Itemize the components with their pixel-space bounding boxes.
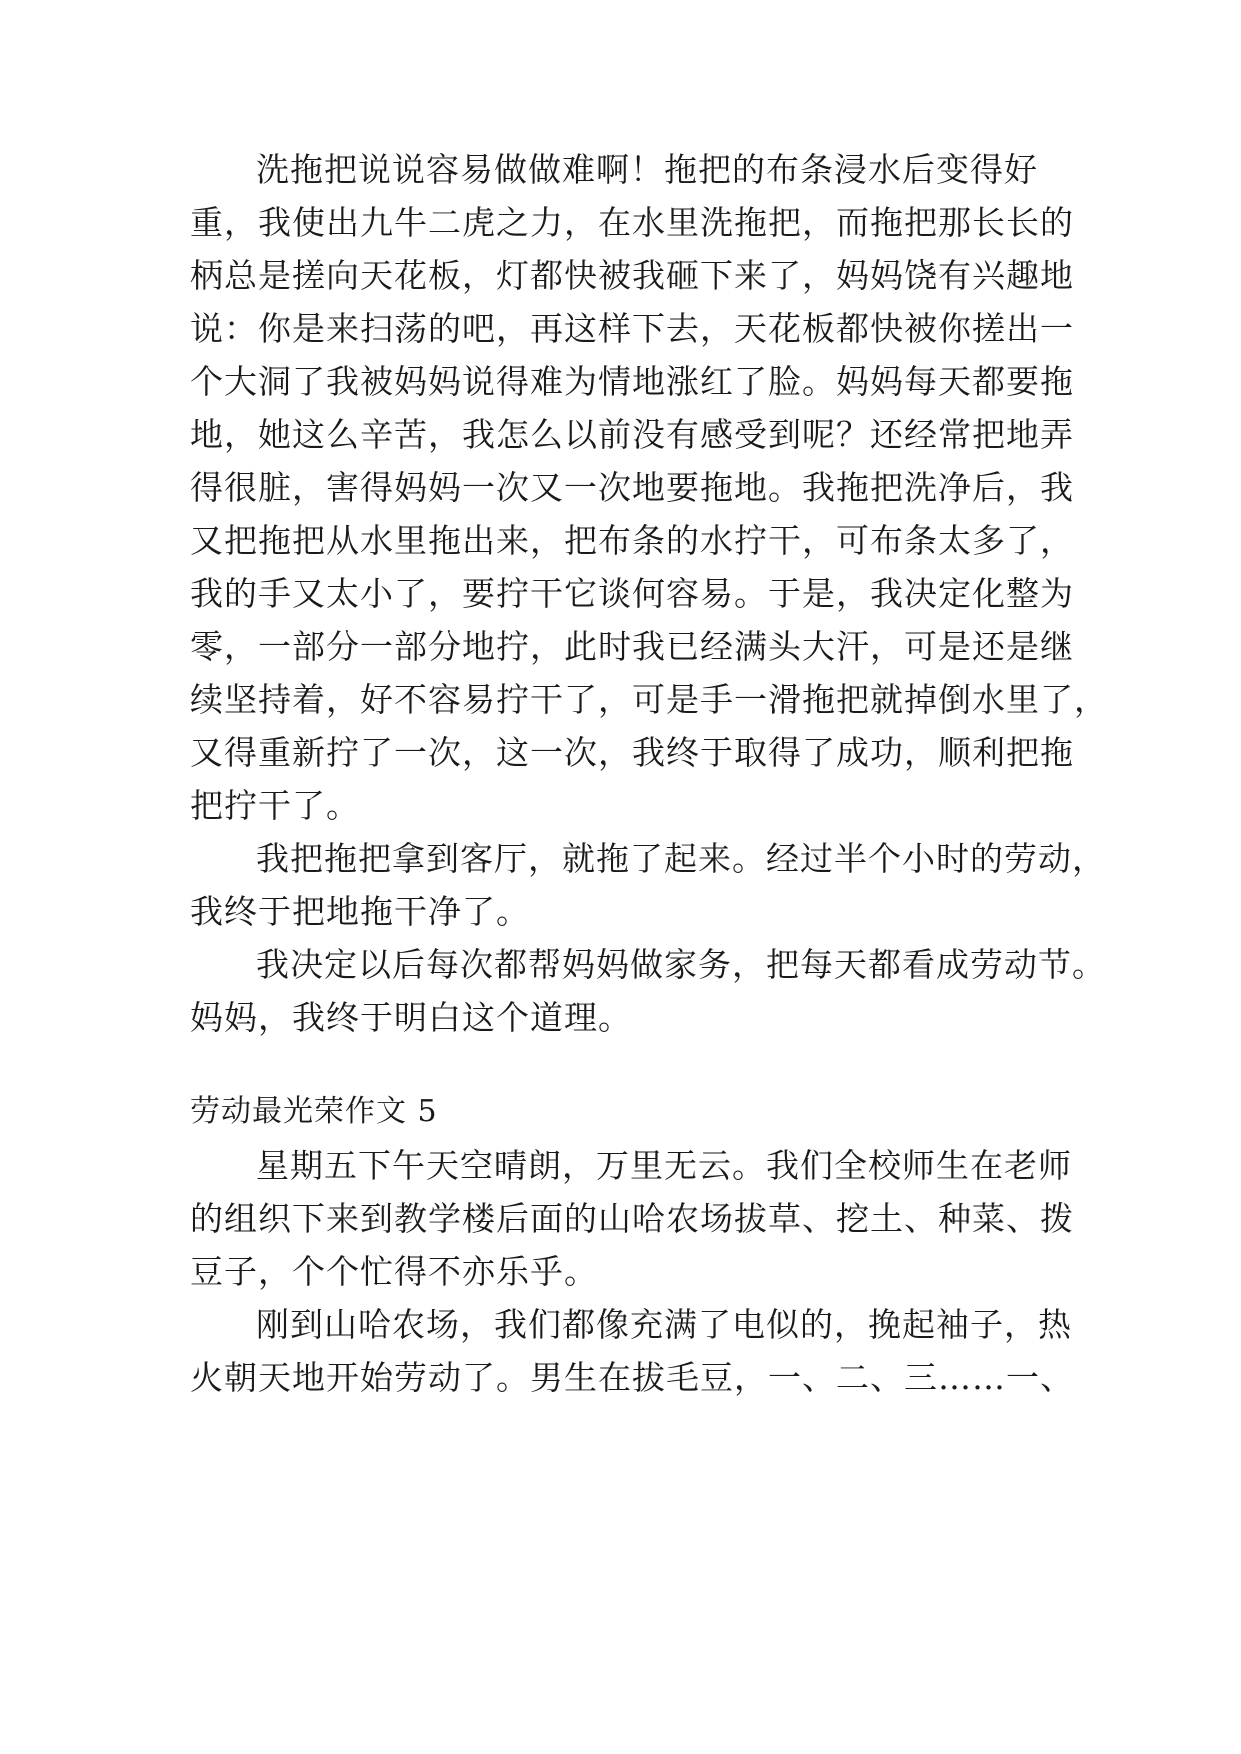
paragraph-line: 的组织下来到教学楼后面的山哈农场拔草、挖土、种菜、拨 [190, 1199, 1074, 1238]
paragraph-line: 地，她这么辛苦，我怎么以前没有感受到呢？还经常把地弄 [190, 415, 1074, 454]
paragraph-line: 火朝天地开始劳动了。男生在拔毛豆，一、二、三……一、 [190, 1358, 1074, 1397]
paragraph-line: 我把拖把拿到客厅，就拖了起来。经过半个小时的劳动， [256, 839, 1106, 878]
paragraph-line: 又把拖把从水里拖出来，把布条的水拧干，可布条太多了， [190, 521, 1074, 560]
paragraph-line: 零，一部分一部分地拧，此时我已经满头大汗，可是还是继 [190, 627, 1074, 666]
section-heading: 劳动最光荣作文 5 [190, 1094, 438, 1129]
paragraph-line: 星期五下午天空晴朗，万里无云。我们全校师生在老师 [256, 1146, 1072, 1185]
paragraph-line: 柄总是搓向天花板，灯都快被我砸下来了，妈妈饶有兴趣地 [190, 256, 1074, 295]
paragraph-line: 我决定以后每次都帮妈妈做家务，把每天都看成劳动节。 [256, 945, 1106, 984]
paragraph-line: 把拧干了。 [190, 786, 360, 825]
paragraph-line: 我的手又太小了，要拧干它谈何容易。于是，我决定化整为 [190, 574, 1074, 613]
paragraph-line: 个大洞了我被妈妈说得难为情地涨红了脸。妈妈每天都要拖 [190, 362, 1074, 401]
paragraph-line: 重，我使出九牛二虎之力，在水里洗拖把，而拖把那长长的 [190, 203, 1074, 242]
paragraph-line: 我终于把地拖干净了。 [190, 892, 530, 931]
paragraph-line: 说：你是来扫荡的吧，再这样下去，天花板都快被你搓出一 [190, 309, 1074, 348]
paragraph-line: 得很脏，害得妈妈一次又一次地要拖地。我拖把洗净后，我 [190, 468, 1074, 507]
paragraph-line: 又得重新拧了一次，这一次，我终于取得了成功，顺利把拖 [190, 733, 1074, 772]
paragraph-line: 洗拖把说说容易做做难啊！拖把的布条浸水后变得好 [256, 150, 1038, 189]
paragraph-line: 续坚持着，好不容易拧干了，可是手一滑拖把就掉倒水里了， [190, 680, 1108, 719]
paragraph-line: 刚到山哈农场，我们都像充满了电似的，挽起袖子，热 [256, 1305, 1072, 1344]
paragraph-line: 妈妈，我终于明白这个道理。 [190, 998, 632, 1037]
paragraph-line: 豆子，个个忙得不亦乐乎。 [190, 1252, 598, 1291]
